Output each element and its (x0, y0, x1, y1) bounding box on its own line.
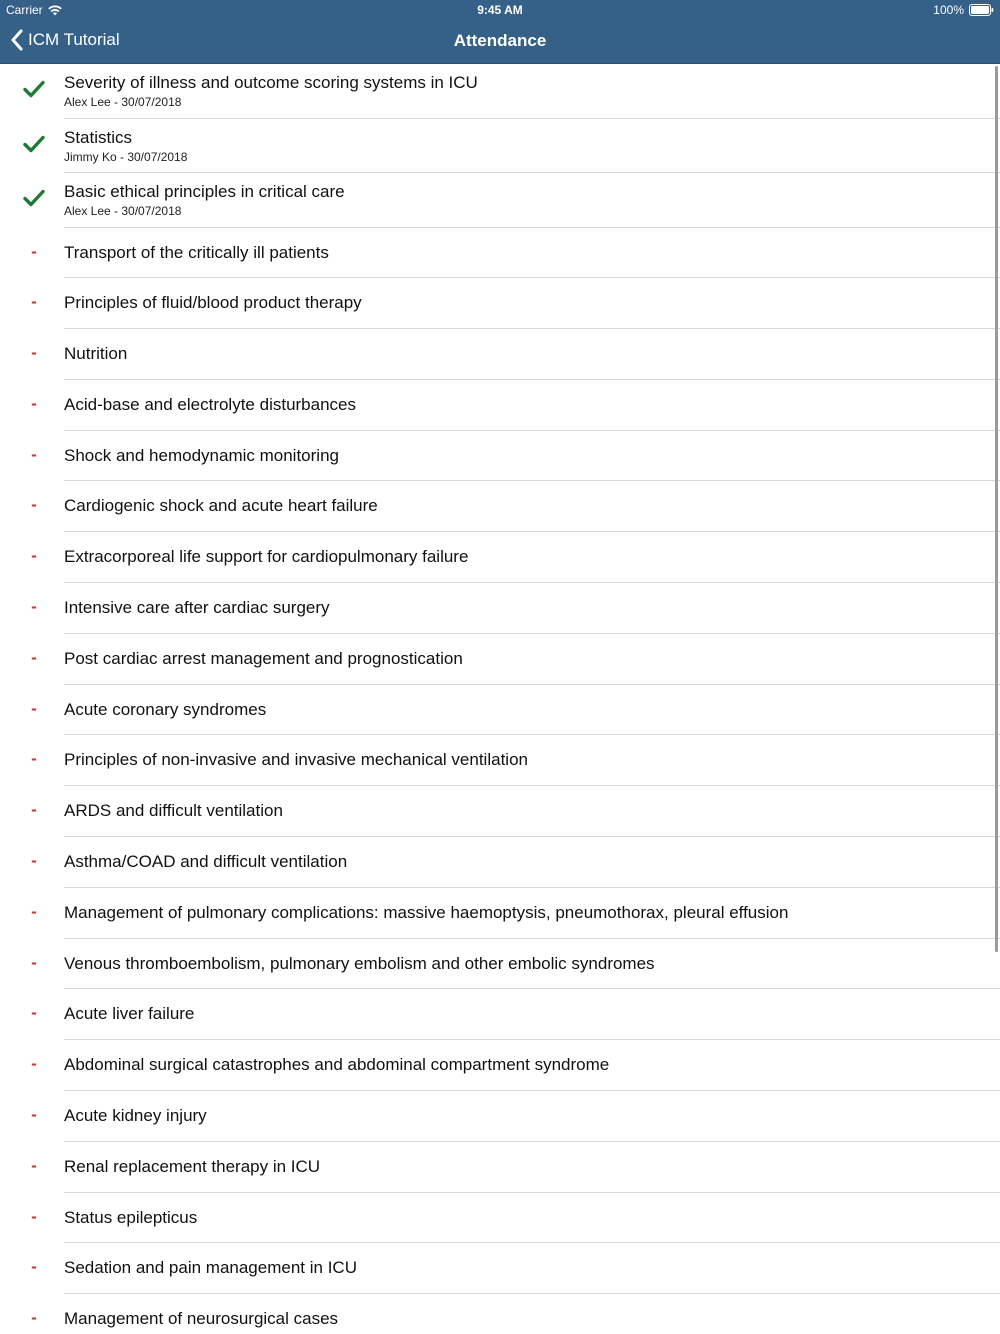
list-item-title: Venous thromboembolism, pulmonary embolism and other embolic syndromes (64, 953, 655, 973)
attendance-list[interactable] (0, 64, 1000, 1334)
list-item-title: Renal replacement therapy in ICU (64, 1156, 321, 1176)
checkmark-icon (22, 188, 46, 213)
list-item-title: Acute kidney injury (64, 1106, 207, 1126)
not-attended-dash-icon: - (31, 1054, 37, 1074)
list-item[interactable] (0, 481, 1000, 532)
list-item[interactable] (0, 837, 1000, 888)
list-item[interactable] (0, 1294, 1000, 1334)
list-item[interactable] (0, 939, 1000, 990)
not-attended-dash-icon: - (31, 1308, 37, 1328)
list-item-title: Abdominal surgical catastrophes and abdominal compartment syndrome (64, 1055, 610, 1075)
list-item-title: Extracorporeal life support for cardiopulmonary failure (64, 547, 469, 567)
list-item[interactable] (0, 989, 1000, 1040)
checkmark-icon (22, 134, 46, 159)
list-item[interactable] (0, 685, 1000, 736)
list-item[interactable] (0, 583, 1000, 634)
list-item-subtitle: Alex Lee - 30/07/2018 (64, 95, 182, 109)
list-item[interactable] (0, 380, 1000, 431)
list-item-title: ARDS and difficult ventilation (64, 801, 283, 821)
not-attended-dash-icon: - (31, 393, 37, 413)
carrier-label: Carrier (6, 3, 43, 17)
not-attended-dash-icon: - (31, 292, 37, 312)
list-item-title: Status epilepticus (64, 1207, 198, 1227)
list-item-title: Statistics (64, 127, 133, 147)
not-attended-dash-icon: - (31, 901, 37, 921)
battery-percentage: 100% (933, 3, 964, 17)
list-item[interactable] (0, 1243, 1000, 1294)
list-item-title: Acute liver failure (64, 1004, 195, 1024)
not-attended-dash-icon: - (31, 851, 37, 871)
list-item-subtitle: Alex Lee - 30/07/2018 (64, 204, 182, 218)
list-item-title: Intensive care after cardiac surgery (64, 598, 330, 618)
list-item[interactable] (0, 64, 1000, 119)
list-item[interactable] (0, 278, 1000, 329)
not-attended-dash-icon: - (31, 1206, 37, 1226)
list-item-title: Severity of illness and outcome scoring systems in ICU (64, 73, 478, 92)
list-item-title: Transport of the critically ill patients (64, 242, 329, 262)
list-item-title: Nutrition (64, 344, 128, 364)
not-attended-dash-icon: - (31, 647, 37, 667)
list-item-title: Principles of non-invasive and invasive mechanical ventilation (64, 750, 528, 770)
list-item-title: Basic ethical principles in critical care (64, 182, 345, 201)
list-item-title: Management of pulmonary complications: massive haemoptysis, pneumothorax, pleural effusion (64, 902, 789, 922)
checkmark-icon (22, 79, 46, 104)
list-item[interactable] (0, 888, 1000, 939)
list-item[interactable] (0, 1193, 1000, 1244)
list-item-title: Shock and hemodynamic monitoring (64, 445, 339, 465)
status-time: 9:45 AM (477, 3, 523, 17)
not-attended-dash-icon: - (31, 597, 37, 617)
not-attended-dash-icon: - (31, 1257, 37, 1277)
navigation-bar (0, 20, 1000, 64)
list-item-title: Post cardiac arrest management and prognostication (64, 648, 463, 668)
battery-indicator (933, 3, 994, 17)
not-attended-dash-icon: - (31, 749, 37, 769)
not-attended-dash-icon: - (31, 546, 37, 566)
list-item[interactable] (0, 1091, 1000, 1142)
list-item[interactable] (0, 735, 1000, 786)
not-attended-dash-icon: - (31, 1105, 37, 1125)
scrollbar[interactable] (995, 66, 998, 952)
list-item[interactable] (0, 173, 1000, 228)
list-item[interactable] (0, 228, 1000, 279)
list-item[interactable] (0, 634, 1000, 685)
list-item-title: Sedation and pain management in ICU (64, 1258, 357, 1278)
list-item-subtitle: Jimmy Ko - 30/07/2018 (64, 149, 188, 164)
not-attended-dash-icon: - (31, 241, 37, 261)
list-item[interactable] (0, 532, 1000, 583)
not-attended-dash-icon: - (31, 952, 37, 972)
not-attended-dash-icon: - (31, 343, 37, 363)
not-attended-dash-icon: - (31, 444, 37, 464)
list-item[interactable] (0, 431, 1000, 482)
not-attended-dash-icon: - (31, 1003, 37, 1023)
list-item[interactable] (0, 1142, 1000, 1193)
not-attended-dash-icon: - (31, 495, 37, 515)
not-attended-dash-icon: - (31, 1155, 37, 1175)
list-item-title: Asthma/COAD and difficult ventilation (64, 852, 348, 872)
list-item[interactable] (0, 329, 1000, 380)
list-item[interactable] (0, 1040, 1000, 1091)
not-attended-dash-icon: - (31, 698, 37, 718)
back-button-label: ICM Tutorial (28, 30, 120, 49)
list-item-title: Acute coronary syndromes (64, 699, 267, 719)
not-attended-dash-icon: - (31, 800, 37, 820)
battery-icon (969, 4, 994, 16)
status-bar (0, 0, 1000, 20)
list-item-title: Management of neurosurgical cases (64, 1309, 339, 1329)
list-item[interactable] (0, 119, 1000, 174)
list-item-title: Acid-base and electrolyte disturbances (64, 394, 356, 414)
list-item-title: Principles of fluid/blood product therapy (64, 293, 362, 313)
list-item[interactable] (0, 786, 1000, 837)
page-title: Attendance (453, 31, 547, 50)
list-item-title: Cardiogenic shock and acute heart failure (64, 496, 378, 516)
